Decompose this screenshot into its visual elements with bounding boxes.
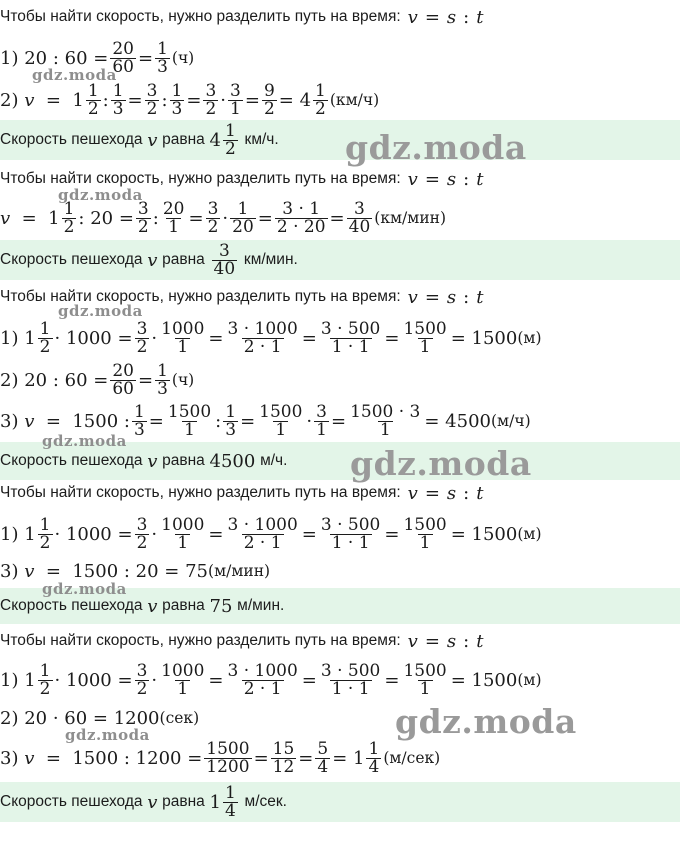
problem5-step3: 3) v = 1500 : 1200 = 1500 1200 = 15 12 = 5 4 = 1 1 4 (м/сек): [0, 738, 441, 777]
problem5-intro: Чтобы найти скорость, нужно разделить путь на время: v = s : t: [0, 630, 484, 652]
watermark-big: gdz.moda: [395, 702, 577, 741]
watermark-small: gdz.moda: [42, 432, 127, 450]
problem4-step1: 1) 1 1 2 · 1000 = 3 2 · 1000 1 = 3 · 1000 2 · 1 = 3 · 500 1 · 1 = 1500 1 = 1500 (м): [0, 514, 542, 553]
answer2: Скорость пешехода v равна 3 40 км/мин.: [0, 240, 298, 279]
problem4-intro: Чтобы найти скорость, нужно разделить путь на время: v = s : t: [0, 482, 484, 504]
watermark-big: gdz.moda: [345, 128, 527, 167]
problem3-intro: Чтобы найти скорость, нужно разделить путь на время: v = s : t: [0, 286, 484, 308]
problem3-step2: 2) 20 : 60 = 20 60 = 1 3 (ч): [0, 360, 195, 399]
answer1: Скорость пешехода v равна 4 1 2 км/ч.: [0, 120, 279, 159]
intro-text: Чтобы найти скорость, нужно разделить путь на время:: [0, 8, 401, 25]
watermark-small: gdz.moda: [65, 726, 150, 744]
problem1-step2: 2) v = 1 1 2 : 1 3 = 3 2 : 1 3 = 3 2 · 3 1 = 9 2 = 4 1 2 (км/ч): [0, 80, 380, 119]
problem5-step2: 2) 20 · 60 = 1200 (сек): [0, 707, 200, 729]
problem4-step3: 3) v = 1500 : 20 = 75 (м/мин): [0, 560, 271, 582]
problem2-step: v = 1 1 2 : 20 = 3 2 : 20 1 = 3 2 · 1 20 = 3 · 1 2 · 20 = 3 40 (км/мин): [0, 198, 447, 237]
answer5: Скорость пешехода v равна 1 1 4 м/сек.: [0, 782, 287, 821]
answer4: Скорость пешехода v равна 75 м/мин.: [0, 595, 285, 617]
answer3: Скорость пешехода v равна 4500 м/ч.: [0, 450, 288, 472]
watermark-big: gdz.moda: [350, 444, 532, 483]
problem3-step3: 3) v = 1500 : 1 3 = 1500 1 : 1 3 = 1500 1 · 3 1 = 1500 · 3 1 = 4500 (м/ч): [0, 401, 531, 440]
problem1-intro: Чтобы найти скорость, нужно разделить путь на время: v = s : t: [0, 6, 484, 28]
problem5-step1: 1) 1 1 2 · 1000 = 3 2 · 1000 1 = 3 · 1000 2 · 1 = 3 · 500 1 · 1 = 1500 1 = 1500 (м): [0, 660, 542, 699]
watermark-small: gdz.moda: [58, 302, 143, 320]
problem1-step1: 1) 20 : 60 = 20 60 = 1 3 (ч): [0, 38, 195, 77]
problem2-intro: Чтобы найти скорость, нужно разделить путь на время: v = s : t: [0, 168, 484, 190]
problem3-step1: 1) 1 1 2 · 1000 = 3 2 · 1000 1 = 3 · 1000 2 · 1 = 3 · 500 1 · 1 = 1500 1 = 1500 (м): [0, 318, 542, 357]
watermark-small: gdz.moda: [58, 186, 143, 204]
watermark-small: gdz.moda: [42, 580, 127, 598]
watermark-small: gdz.moda: [32, 66, 117, 84]
